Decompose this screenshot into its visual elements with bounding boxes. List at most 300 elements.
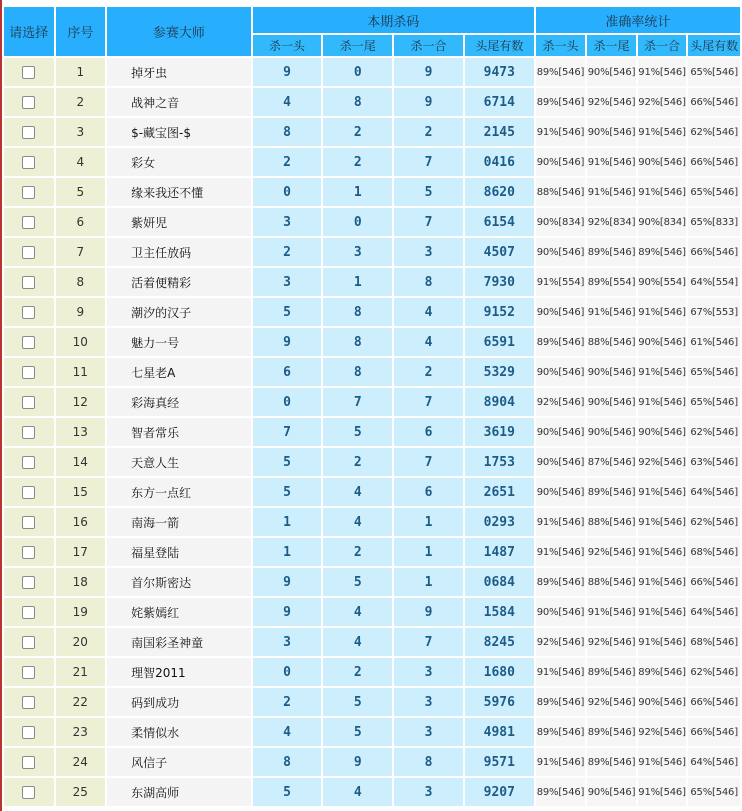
kill-head: 3 <box>253 208 322 236</box>
kill-head: 5 <box>253 778 322 806</box>
acc-headtail: 62%[546] <box>688 658 740 686</box>
row-index: 8 <box>56 268 106 296</box>
acc-head: 91%[546] <box>536 538 586 566</box>
acc-headtail: 65%[546] <box>688 778 740 806</box>
row-select-checkbox[interactable] <box>22 366 35 379</box>
kill-sum: 3 <box>394 778 463 806</box>
table-row <box>4 688 740 716</box>
acc-sum: 90%[546] <box>638 688 687 716</box>
acc-headtail: 68%[546] <box>688 538 740 566</box>
select-cell <box>4 88 54 116</box>
kill-sum: 4 <box>394 298 463 326</box>
kill-tail: 4 <box>323 508 392 536</box>
acc-head: 90%[546] <box>536 478 586 506</box>
row-index: 14 <box>56 448 106 476</box>
master-name: 缘来我还不懂 <box>107 178 251 206</box>
acc-sum: 91%[546] <box>638 598 687 626</box>
acc-headtail: 66%[546] <box>688 88 740 116</box>
kill-tail: 2 <box>323 118 392 146</box>
kill-head: 0 <box>253 388 322 416</box>
master-name: 天意人生 <box>107 448 251 476</box>
acc-tail: 89%[546] <box>587 748 636 776</box>
master-name: 首尔斯密达 <box>107 568 251 596</box>
kill-sum: 3 <box>394 688 463 716</box>
acc-tail: 90%[546] <box>587 778 636 806</box>
acc-head: 88%[546] <box>536 178 586 206</box>
master-name: 柔情似水 <box>107 718 251 746</box>
row-index: 10 <box>56 328 106 356</box>
kill-sum: 9 <box>394 598 463 626</box>
master-name: 掉牙虫 <box>107 58 251 86</box>
row-index: 5 <box>56 178 106 206</box>
row-index: 7 <box>56 238 106 266</box>
acc-headtail: 67%[553] <box>688 298 740 326</box>
kill-sum: 7 <box>394 628 463 656</box>
acc-tail: 90%[546] <box>587 388 636 416</box>
kill-headtail: 8904 <box>465 388 534 416</box>
kill-tail: 8 <box>323 358 392 386</box>
select-cell <box>4 778 54 806</box>
row-index: 2 <box>56 88 106 116</box>
kill-sum: 6 <box>394 478 463 506</box>
row-select-checkbox[interactable] <box>22 246 35 259</box>
kill-tail: 1 <box>323 178 392 206</box>
kill-head: 8 <box>253 748 322 776</box>
table-body <box>4 58 740 806</box>
kill-sum: 1 <box>394 538 463 566</box>
select-cell <box>4 148 54 176</box>
kill-sum: 2 <box>394 358 463 386</box>
master-name: 魅力一号 <box>107 328 251 356</box>
acc-head: 91%[546] <box>536 118 586 146</box>
kill-head: 9 <box>253 568 322 596</box>
master-name: 风信子 <box>107 748 251 776</box>
acc-tail: 92%[546] <box>587 628 636 656</box>
master-name: 南海一箭 <box>107 508 251 536</box>
kill-tail: 8 <box>323 88 392 116</box>
select-cell <box>4 298 54 326</box>
select-cell <box>4 448 54 476</box>
acc-tail: 92%[834] <box>587 208 636 236</box>
acc-head: 92%[546] <box>536 388 586 416</box>
kill-tail: 7 <box>323 388 392 416</box>
acc-headtail: 66%[546] <box>688 688 740 716</box>
kill-headtail: 8245 <box>465 628 534 656</box>
table-row <box>4 628 740 656</box>
acc-headtail: 65%[833] <box>688 208 740 236</box>
row-index: 13 <box>56 418 106 446</box>
table-row <box>4 508 740 536</box>
header-master: 参赛大师 <box>107 7 251 56</box>
acc-sum: 91%[546] <box>638 358 687 386</box>
acc-head: 92%[546] <box>536 628 586 656</box>
table-row <box>4 478 740 506</box>
kill-tail: 8 <box>323 328 392 356</box>
acc-headtail: 63%[546] <box>688 448 740 476</box>
kill-head: 0 <box>253 178 322 206</box>
row-index: 6 <box>56 208 106 236</box>
kill-sum: 3 <box>394 238 463 266</box>
master-name: 彩海真经 <box>107 388 251 416</box>
table-row <box>4 358 740 386</box>
acc-head: 89%[546] <box>536 778 586 806</box>
kill-headtail: 8620 <box>465 178 534 206</box>
select-cell <box>4 568 54 596</box>
table-row <box>4 268 740 296</box>
kill-sum: 6 <box>394 418 463 446</box>
acc-head: 91%[546] <box>536 748 586 776</box>
kill-headtail: 9473 <box>465 58 534 86</box>
acc-sum: 92%[546] <box>638 448 687 476</box>
table-row <box>4 118 740 146</box>
acc-tail: 88%[546] <box>587 568 636 596</box>
kill-head: 0 <box>253 658 322 686</box>
acc-tail: 90%[546] <box>587 58 636 86</box>
table-row <box>4 178 740 206</box>
row-select-checkbox[interactable] <box>22 516 35 529</box>
master-name: 潮汐的汉子 <box>107 298 251 326</box>
acc-head: 89%[546] <box>536 688 586 716</box>
table-row <box>4 598 740 626</box>
kill-sum: 1 <box>394 568 463 596</box>
acc-tail: 92%[546] <box>587 88 636 116</box>
select-cell <box>4 598 54 626</box>
select-cell <box>4 358 54 386</box>
acc-head: 90%[546] <box>536 148 586 176</box>
select-cell <box>4 238 54 266</box>
kill-head: 9 <box>253 328 322 356</box>
kill-tail: 2 <box>323 448 392 476</box>
kill-tail: 9 <box>323 748 392 776</box>
kill-headtail: 6154 <box>465 208 534 236</box>
acc-sum: 92%[546] <box>638 718 687 746</box>
acc-tail: 89%[546] <box>587 658 636 686</box>
row-select-checkbox[interactable] <box>22 156 35 169</box>
acc-head: 90%[546] <box>536 418 586 446</box>
table-row <box>4 658 740 686</box>
kill-tail: 0 <box>323 58 392 86</box>
acc-head: 90%[546] <box>536 358 586 386</box>
acc-headtail: 65%[546] <box>688 178 740 206</box>
acc-headtail: 66%[546] <box>688 148 740 176</box>
kill-headtail: 4981 <box>465 718 534 746</box>
master-name: 活着便精彩 <box>107 268 251 296</box>
acc-head: 91%[546] <box>536 508 586 536</box>
acc-sum: 91%[546] <box>638 478 687 506</box>
acc-tail: 89%[546] <box>587 718 636 746</box>
kill-tail: 5 <box>323 688 392 716</box>
kill-sum: 9 <box>394 58 463 86</box>
kill-sum: 5 <box>394 178 463 206</box>
master-name: $-藏宝图-$ <box>107 118 251 146</box>
table-row <box>4 208 740 236</box>
kill-sum: 7 <box>394 448 463 476</box>
acc-sum: 91%[546] <box>638 508 687 536</box>
kill-sum: 8 <box>394 748 463 776</box>
table-row <box>4 238 740 266</box>
acc-tail: 91%[546] <box>587 178 636 206</box>
table-row <box>4 418 740 446</box>
row-index: 16 <box>56 508 106 536</box>
acc-sum: 91%[546] <box>638 538 687 566</box>
table-row <box>4 388 740 416</box>
acc-tail: 89%[554] <box>587 268 636 296</box>
select-cell <box>4 628 54 656</box>
acc-head: 90%[834] <box>536 208 586 236</box>
row-select-checkbox[interactable] <box>22 336 35 349</box>
header-accuracy-group: 准确率统计 <box>536 7 740 33</box>
row-index: 12 <box>56 388 106 416</box>
acc-head: 90%[546] <box>536 238 586 266</box>
row-select-checkbox[interactable] <box>22 606 35 619</box>
kill-head: 1 <box>253 508 322 536</box>
select-cell <box>4 118 54 146</box>
kill-tail: 4 <box>323 778 392 806</box>
kill-tail: 2 <box>323 148 392 176</box>
kill-sum: 8 <box>394 268 463 296</box>
kill-headtail: 3619 <box>465 418 534 446</box>
select-cell <box>4 418 54 446</box>
table-row <box>4 298 740 326</box>
kill-sum: 1 <box>394 508 463 536</box>
masters-table <box>2 5 742 808</box>
master-name: 紫妍児 <box>107 208 251 236</box>
header-kill-head: 杀一头 <box>253 35 322 56</box>
kill-sum: 2 <box>394 118 463 146</box>
kill-tail: 0 <box>323 208 392 236</box>
kill-headtail: 1753 <box>465 448 534 476</box>
acc-head: 91%[546] <box>536 658 586 686</box>
kill-sum: 3 <box>394 718 463 746</box>
row-select-checkbox[interactable] <box>22 636 35 649</box>
acc-headtail: 66%[546] <box>688 718 740 746</box>
kill-head: 5 <box>253 298 322 326</box>
acc-sum: 90%[546] <box>638 328 687 356</box>
acc-sum: 90%[834] <box>638 208 687 236</box>
kill-tail: 5 <box>323 718 392 746</box>
acc-tail: 91%[546] <box>587 148 636 176</box>
acc-head: 89%[546] <box>536 88 586 116</box>
acc-head: 89%[546] <box>536 328 586 356</box>
kill-sum: 7 <box>394 148 463 176</box>
select-cell <box>4 388 54 416</box>
kill-headtail: 0684 <box>465 568 534 596</box>
kill-tail: 1 <box>323 268 392 296</box>
kill-tail: 3 <box>323 238 392 266</box>
row-select-checkbox[interactable] <box>22 576 35 589</box>
row-select-checkbox[interactable] <box>22 666 35 679</box>
master-name: 姹紫嫣红 <box>107 598 251 626</box>
kill-headtail: 0293 <box>465 508 534 536</box>
row-index: 18 <box>56 568 106 596</box>
header-acc-head: 杀一头 <box>536 35 586 56</box>
master-name: 东方一点红 <box>107 478 251 506</box>
acc-tail: 89%[546] <box>587 238 636 266</box>
kill-tail: 8 <box>323 298 392 326</box>
master-name: 七星老A <box>107 358 251 386</box>
acc-head: 89%[546] <box>536 58 586 86</box>
table-row <box>4 538 740 566</box>
kill-headtail: 2145 <box>465 118 534 146</box>
acc-sum: 91%[546] <box>638 748 687 776</box>
kill-head: 4 <box>253 88 322 116</box>
header-index: 序号 <box>56 7 106 56</box>
kill-headtail: 7930 <box>465 268 534 296</box>
kill-head: 2 <box>253 688 322 716</box>
acc-headtail: 62%[546] <box>688 418 740 446</box>
row-select-checkbox[interactable] <box>22 756 35 769</box>
row-select-checkbox[interactable] <box>22 786 35 799</box>
row-select-checkbox[interactable] <box>22 726 35 739</box>
select-cell <box>4 658 54 686</box>
acc-head: 90%[546] <box>536 598 586 626</box>
row-select-checkbox[interactable] <box>22 456 35 469</box>
row-index: 22 <box>56 688 106 716</box>
acc-tail: 87%[546] <box>587 448 636 476</box>
acc-headtail: 64%[546] <box>688 478 740 506</box>
kill-headtail: 2651 <box>465 478 534 506</box>
select-cell <box>4 478 54 506</box>
select-cell <box>4 178 54 206</box>
header-acc-tail: 杀一尾 <box>587 35 636 56</box>
row-select-checkbox[interactable] <box>22 396 35 409</box>
master-name: 彩女 <box>107 148 251 176</box>
select-cell <box>4 538 54 566</box>
acc-sum: 91%[546] <box>638 568 687 596</box>
acc-head: 90%[546] <box>536 448 586 476</box>
acc-tail: 90%[546] <box>587 358 636 386</box>
kill-tail: 2 <box>323 658 392 686</box>
acc-sum: 91%[546] <box>638 178 687 206</box>
kill-sum: 7 <box>394 388 463 416</box>
acc-headtail: 64%[554] <box>688 268 740 296</box>
row-index: 9 <box>56 298 106 326</box>
row-index: 24 <box>56 748 106 776</box>
acc-head: 90%[546] <box>536 298 586 326</box>
acc-headtail: 64%[546] <box>688 748 740 776</box>
kill-headtail: 5976 <box>465 688 534 716</box>
acc-headtail: 65%[546] <box>688 388 740 416</box>
kill-headtail: 0416 <box>465 148 534 176</box>
master-name: 东湖高师 <box>107 778 251 806</box>
master-name: 南国彩圣神童 <box>107 628 251 656</box>
acc-tail: 92%[546] <box>587 538 636 566</box>
kill-tail: 5 <box>323 418 392 446</box>
acc-sum: 91%[546] <box>638 388 687 416</box>
acc-headtail: 65%[546] <box>688 358 740 386</box>
row-select-checkbox[interactable] <box>22 96 35 109</box>
kill-headtail: 1584 <box>465 598 534 626</box>
row-index: 3 <box>56 118 106 146</box>
acc-headtail: 64%[546] <box>688 598 740 626</box>
kill-head: 3 <box>253 628 322 656</box>
acc-sum: 91%[546] <box>638 778 687 806</box>
master-name: 智者常乐 <box>107 418 251 446</box>
kill-head: 8 <box>253 118 322 146</box>
kill-head: 6 <box>253 358 322 386</box>
row-select-checkbox[interactable] <box>22 306 35 319</box>
master-name: 卫主任放码 <box>107 238 251 266</box>
select-cell <box>4 748 54 776</box>
kill-sum: 3 <box>394 658 463 686</box>
row-select-checkbox[interactable] <box>22 216 35 229</box>
kill-head: 2 <box>253 148 322 176</box>
row-select-checkbox[interactable] <box>22 426 35 439</box>
kill-headtail: 9152 <box>465 298 534 326</box>
header-kill-group: 本期杀码 <box>253 7 534 33</box>
kill-headtail: 6714 <box>465 88 534 116</box>
table-row <box>4 328 740 356</box>
acc-headtail: 62%[546] <box>688 118 740 146</box>
select-cell <box>4 268 54 296</box>
row-index: 4 <box>56 148 106 176</box>
kill-tail: 2 <box>323 538 392 566</box>
kill-sum: 7 <box>394 208 463 236</box>
acc-tail: 88%[546] <box>587 508 636 536</box>
header-kill-headtail: 头尾有数 <box>465 35 534 56</box>
kill-tail: 4 <box>323 478 392 506</box>
acc-tail: 88%[546] <box>587 328 636 356</box>
row-select-checkbox[interactable] <box>22 486 35 499</box>
master-name: 战神之音 <box>107 88 251 116</box>
kill-head: 5 <box>253 448 322 476</box>
kill-head: 3 <box>253 268 322 296</box>
kill-headtail: 1680 <box>465 658 534 686</box>
master-name: 码到成功 <box>107 688 251 716</box>
kill-tail: 5 <box>323 568 392 596</box>
kill-headtail: 6591 <box>465 328 534 356</box>
table-row <box>4 748 740 776</box>
select-cell <box>4 58 54 86</box>
header-kill-tail: 杀一尾 <box>323 35 392 56</box>
select-cell <box>4 718 54 746</box>
kill-headtail: 9571 <box>465 748 534 776</box>
row-index: 23 <box>56 718 106 746</box>
row-select-checkbox[interactable] <box>22 696 35 709</box>
kill-head: 7 <box>253 418 322 446</box>
acc-headtail: 66%[546] <box>688 238 740 266</box>
select-cell <box>4 208 54 236</box>
kill-headtail: 1487 <box>465 538 534 566</box>
kill-tail: 4 <box>323 598 392 626</box>
row-select-checkbox[interactable] <box>22 66 35 79</box>
row-index: 21 <box>56 658 106 686</box>
acc-headtail: 65%[546] <box>688 58 740 86</box>
kill-head: 5 <box>253 478 322 506</box>
row-index: 25 <box>56 778 106 806</box>
row-select-checkbox[interactable] <box>22 276 35 289</box>
table-row <box>4 88 740 116</box>
row-index: 20 <box>56 628 106 656</box>
row-select-checkbox[interactable] <box>22 186 35 199</box>
table-row <box>4 778 740 806</box>
table-row <box>4 718 740 746</box>
acc-head: 89%[546] <box>536 568 586 596</box>
acc-headtail: 61%[546] <box>688 328 740 356</box>
kill-headtail: 9207 <box>465 778 534 806</box>
row-select-checkbox[interactable] <box>22 546 35 559</box>
row-index: 11 <box>56 358 106 386</box>
select-cell <box>4 508 54 536</box>
master-name: 福星登陆 <box>107 538 251 566</box>
row-index: 17 <box>56 538 106 566</box>
select-cell <box>4 688 54 716</box>
row-select-checkbox[interactable] <box>22 126 35 139</box>
acc-sum: 89%[546] <box>638 658 687 686</box>
acc-sum: 90%[546] <box>638 148 687 176</box>
acc-tail: 90%[546] <box>587 118 636 146</box>
acc-sum: 89%[546] <box>638 238 687 266</box>
